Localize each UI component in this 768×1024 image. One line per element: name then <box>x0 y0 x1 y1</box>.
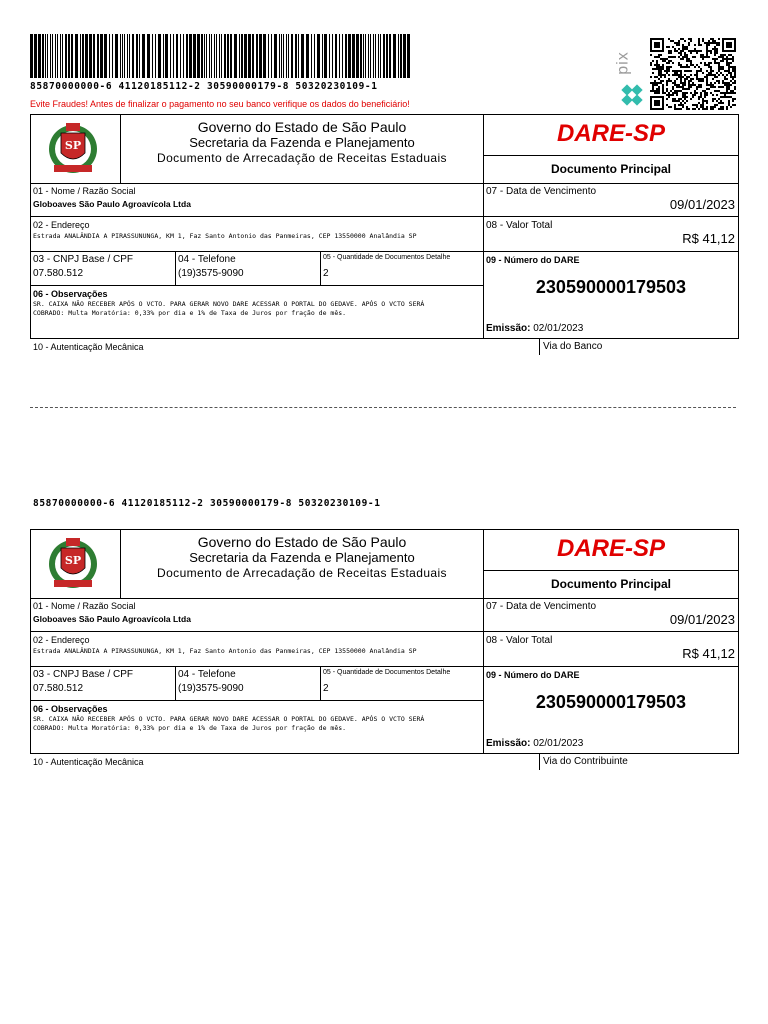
doc-type: Documento Principal <box>550 162 672 176</box>
dare-title: DARE-SP <box>556 535 665 562</box>
emissao-value: 02/01/2023 <box>533 323 584 334</box>
barcode-digits-2: 85870000000-6 41120185112-2 30590000179-8 50320230109-1 <box>33 498 381 509</box>
valor-value: R$ 41,12 <box>682 646 735 661</box>
obs-label: 06 - Observações <box>33 289 108 299</box>
venc-label: 07 - Data de Vencimento <box>486 186 597 197</box>
sp-seal-icon <box>42 119 104 179</box>
endereco-value: Estrada ANALÂNDIA A PIRASSUNUNGA, KM 1, Faz Santo Antonio das Panmeiras, CEP 13550000 Analândia SP <box>33 232 417 240</box>
venc-value: 09/01/2023 <box>669 612 735 627</box>
obs-line1: SR. CAIXA NÃO RECEBER APÓS O VCTO. PARA GERAR NOVO DARE ACESSAR O PORTAL DO GEDAVE. APÓS O VCTO SERÁ <box>33 300 425 308</box>
valor-label: 08 - Valor Total <box>486 220 553 231</box>
doc-type: Documento Principal <box>550 577 672 591</box>
pix-label: pix <box>614 51 632 75</box>
emissao <box>486 738 583 749</box>
qtd-value: 2 <box>323 683 329 694</box>
emissao-label: Emissão: <box>486 323 531 334</box>
dare-title: DARE-SP <box>556 120 665 147</box>
sp-seal-icon <box>42 534 104 594</box>
numero-value: 230590000179503 <box>535 277 687 297</box>
emissao-value: 02/01/2023 <box>533 738 584 749</box>
nome-label: 01 - Nome / Razão Social <box>33 186 136 196</box>
obs-label: 06 - Observações <box>33 704 108 714</box>
nome-value: Globoaves São Paulo Agroavícola Ltda <box>33 199 191 209</box>
svg-text:SP: SP <box>64 554 82 567</box>
numero-label: 09 - Número do DARE <box>486 255 580 265</box>
telefone-value: (19)3575-9090 <box>178 268 244 279</box>
endereco-label: 02 - Endereço <box>33 220 90 230</box>
obs-line2: COBRADO: Multa Moratória: 0,33% por dia e 1% de Taxa de Juros por fração de mês. <box>33 309 347 317</box>
emissao-label: Emissão: <box>486 738 531 749</box>
cut-line <box>30 407 736 408</box>
telefone-label: 04 - Telefone <box>178 669 236 680</box>
qtd-label: 05 - Quantidade de Documentos Detalhe <box>323 669 451 676</box>
via-label: Via do Banco <box>543 341 603 352</box>
header-line1: Governo do Estado de São Paulo <box>197 534 407 550</box>
emissao <box>486 323 583 334</box>
cnpj-value: 07.580.512 <box>33 683 84 694</box>
cnpj-label: 03 - CNPJ Base / CPF <box>33 254 134 265</box>
telefone-value: (19)3575-9090 <box>178 683 244 694</box>
numero-value: 230590000179503 <box>535 692 687 712</box>
endereco-label: 02 - Endereço <box>33 635 90 645</box>
header-line3: Documento de Arrecadação de Receitas Estaduais <box>157 151 447 165</box>
nome-label: 01 - Nome / Razão Social <box>33 601 136 611</box>
header-line2: Secretaria da Fazenda e Planejamento <box>189 550 415 565</box>
barcode-digits: 85870000000-6 41120185112-2 30590000179-8 50320230109-1 <box>30 81 378 92</box>
cnpj-value: 07.580.512 <box>33 268 84 279</box>
qtd-value: 2 <box>323 268 329 279</box>
via-label: Via do Contribuinte <box>543 756 628 767</box>
header-line1: Governo do Estado de São Paulo <box>197 119 407 135</box>
numero-label: 09 - Número do DARE <box>486 670 580 680</box>
valor-label: 08 - Valor Total <box>486 635 553 646</box>
qtd-label: 05 - Quantidade de Documentos Detalhe <box>323 254 451 261</box>
nome-value: Globoaves São Paulo Agroavícola Ltda <box>33 614 191 624</box>
venc-label: 07 - Data de Vencimento <box>486 601 597 612</box>
autent-label: 10 - Autenticação Mecânica <box>33 342 144 352</box>
telefone-label: 04 - Telefone <box>178 254 236 265</box>
autent-label: 10 - Autenticação Mecânica <box>33 757 144 767</box>
dare-slip-bank <box>0 0 768 400</box>
obs-line2: COBRADO: Multa Moratória: 0,33% por dia e 1% de Taxa de Juros por fração de mês. <box>33 724 347 732</box>
fraud-warning: Evite Fraudes! Antes de finalizar o pagamento no seu banco verifique os dados do beneficiário! <box>30 99 410 109</box>
svg-text:SP: SP <box>64 139 82 152</box>
header-line2: Secretaria da Fazenda e Planejamento <box>189 135 415 150</box>
dare-slip-contribuinte <box>0 415 768 815</box>
valor-value: R$ 41,12 <box>682 231 735 246</box>
cnpj-label: 03 - CNPJ Base / CPF <box>33 669 134 680</box>
endereco-value: Estrada ANALÂNDIA A PIRASSUNUNGA, KM 1, Faz Santo Antonio das Panmeiras, CEP 13550000 Analândia SP <box>33 647 417 655</box>
venc-value: 09/01/2023 <box>669 197 735 212</box>
obs-line1: SR. CAIXA NÃO RECEBER APÓS O VCTO. PARA GERAR NOVO DARE ACESSAR O PORTAL DO GEDAVE. APÓS O VCTO SERÁ <box>33 715 425 723</box>
header-line3: Documento de Arrecadação de Receitas Estaduais <box>157 566 447 580</box>
